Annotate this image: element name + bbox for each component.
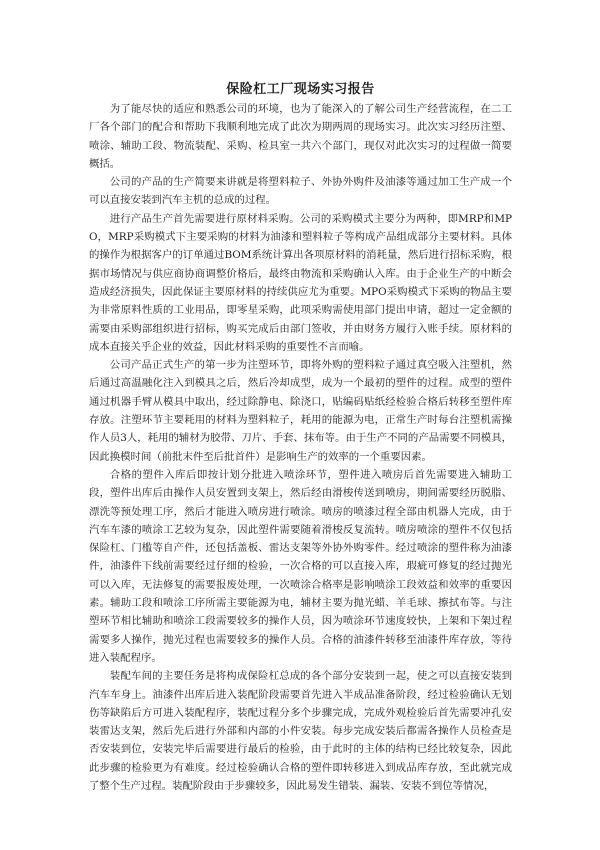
report-title: 保险杠工厂现场实习报告 bbox=[226, 82, 375, 97]
paragraph-procurement: 进行产品生产首先需要进行原材料采购。公司的采购模式主要分为两种，即MRP和MPO，MRP采购模式下主要采购的材料为油漆和塑料粒子等构成产品组成部分主要材料。具体的操作为根据客户的订单通过BOM系统计算出各项原材料的消耗量，然后进行招标采购，根据市场情况与供应商协商调整价格后，最终由物流和采购确认入库。由于企业生产的中断会造成经济损失，因此保证主要原材料的持续供应尤为重要。MPO采购模式下采购的物品主要为非常原料性质的工业用品，即零星采购，此项采购需使用部门提出申请，超过一定金额的需要由采购部组织进行招标，购买完成后由部门签收，并由财务方履行入账手续。原材料的成本直接关乎企业的效益，因此材料采购的重要性不言而喻。 bbox=[89, 212, 512, 353]
paragraph-product-overview: 公司的产品的生产简要来讲就是将塑料粒子、外协外购件及油漆等通过加工生产成一个可以直接安装到汽车主机的总成的过程。 bbox=[89, 176, 512, 207]
paragraph-injection-molding: 公司产品正式生产的第一步为注塑环节，即将外购的塑料粒子通过真空吸入注塑机，然后通过高温融化注入到模具之后，然后冷却成型，成为一个最初的塑件的过程。成型的塑件通过机器手臂从模具中取出，经过除静电、除浇口，贴编码贴纸经检验合格后转移至塑件库存放。注塑环节主要耗用的材料为塑料粒子，耗用的能源为电，正常生产时每台注塑机需操作人员3人，耗用的辅材为胶带、刀片、手套、抹布等。由于生产不同的产品需要不同模具，因此换模时间（前批末件至后批首件）是影响生产的效率的一个重要因素。 bbox=[89, 359, 512, 463]
paragraph-assembly: 装配车间的主要任务是将构成保险杠总成的各个部分安装到一起，使之可以直接安装到汽车车身上。油漆件出库后进入装配阶段需要首先进入半成品准备阶段，经过检验确认无划伤等缺陷后方可进入装配程序，装配过程分多个步骤完成，完成外观检验后首先需要冲孔安装雷达支架，然后先后进行外部和内部的小件安装。每步完成安装后都需各操作人员检查是否安装到位，安装完毕后需要进行最后的检验，由于此时的主体的结构已经比较复杂，因此此步骤的检验更为有难度。经过检验确认合格的塑件即转移进入到成品库存放，至此就完成了整个生产过程。装配阶段由于步骤较多，因此易发生错装、漏装、安装不到位等情况， bbox=[89, 670, 512, 792]
paragraph-intro: 为了能尽快的适应和熟悉公司的环境，也为了能深入的了解公司生产经营流程，在二工厂各个部门的配合和帮助下我顺利地完成了此次为期两周的现场实习。此次实习经历注塑、喷涂、辅助工段、物流装配、采购、检具室一共六个部门，现仅对此次实习的过程做一简要概括。 bbox=[89, 103, 512, 170]
paragraph-painting: 合格的塑件入库后即按计划分批进入喷涂环节，塑件进入喷房后首先需要进入辅助工段，塑件出库后由操作人员安置到支架上，然后经由滑梭传送到喷房，期间需要经历脱脂、漂洗等预处理工序，然后才能进入喷房进行喷涂。喷房的喷漆过程全部由机器人完成，由于汽车车漆的喷涂工艺较为复杂，因此塑件需要随着滑梭反复流转。喷房喷涂的塑件不仅包括保险杠、门槛等自产件，还包括盖板、雷达支架等外协外购零件。经过喷涂的塑件称为油漆件，油漆件下线前需要经过仔细的检验，一次合格的可以直接入库，瑕疵可修复的经过抛光可以入库，无法修复的需要报废处理，一次喷涂合格率是影响喷涂工段效益和效率的重要因素。辅助工段和喷涂工序所需主要能源为电，辅材主要为抛光蜡、羊毛球、擦拭布等。与注塑环节相比辅助和喷涂工段需要较多的操作人员，因为喷涂环节速度较快，上架和下架过程需要多人操作，抛光过程也需要较多的操作人员。合格的油漆件转移至油漆件库存放，等待进入装配程序。 bbox=[89, 468, 512, 664]
